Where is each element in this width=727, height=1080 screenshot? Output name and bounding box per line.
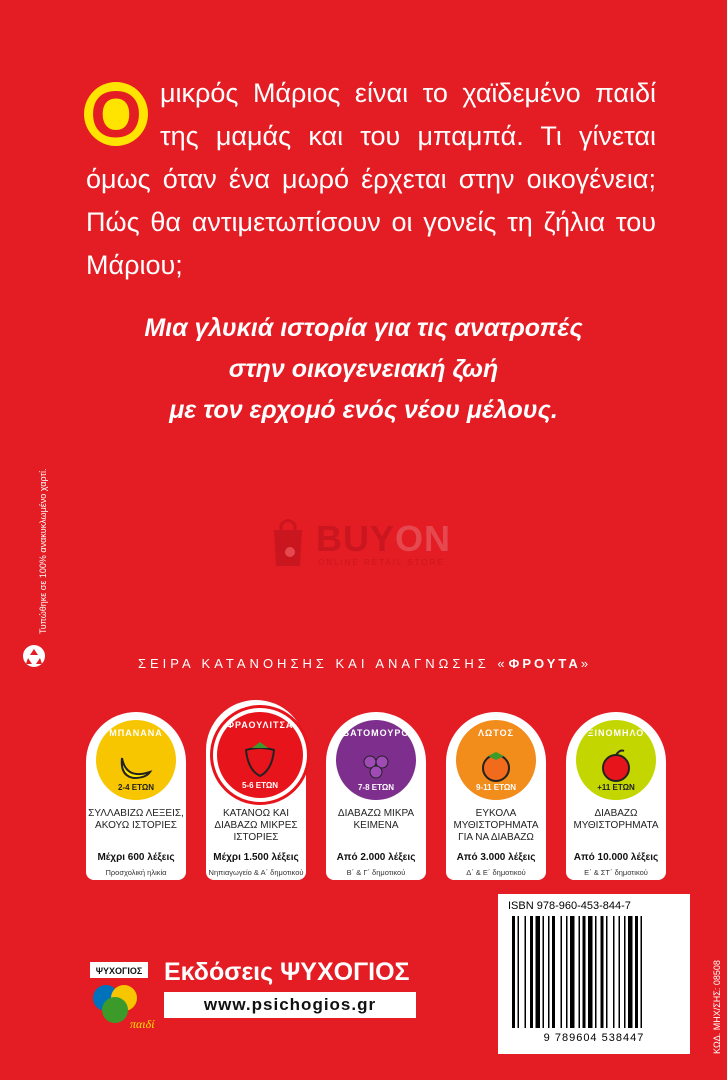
series-title — [40, 656, 690, 671]
level-description: ΕΥΚΟΛΑ ΜΥΘΙΣΤΟΡΗΜΑΤΑ ΓΙΑ ΝΑ ΔΙΑΒΑΖΩ — [453, 808, 539, 843]
barcode-bar — [619, 916, 621, 1028]
level-age: 2-4 ΕΤΩΝ — [117, 783, 155, 792]
intro-paragraph — [86, 72, 656, 287]
level-grade: Νηπιαγωγείο & Α΄ δημοτικού — [208, 868, 304, 877]
level-name: ΜΠΑΝΑΝΑ — [109, 728, 163, 738]
watermark-brand: BUY — [316, 518, 396, 559]
level-description: ΚΑΤΑΝΟΩ ΚΑΙ ΔΙΑΒΑΖΩ ΜΙΚΡΕΣ ΙΣΤΟΡΙΕΣ — [214, 808, 298, 843]
persimmon-icon — [476, 746, 516, 786]
barcode-bar — [552, 916, 555, 1028]
level-word-count: Από 2.000 λέξεις — [336, 852, 416, 863]
tagline — [0, 308, 727, 431]
dropcap-letter: O — [84, 82, 148, 146]
level-badge — [456, 720, 536, 800]
level-card-persimmon — [446, 712, 546, 880]
level-badge — [213, 708, 307, 802]
barcode-bar — [548, 916, 550, 1028]
barcode-bar — [601, 916, 604, 1028]
level-grade: Δ΄ & Ε΄ δημοτικού — [466, 868, 526, 877]
barcode-bar — [613, 916, 615, 1028]
barcode-bar — [512, 916, 515, 1028]
series-name: ΦΡΟΥΤΑ — [508, 656, 581, 671]
barcode-bar — [570, 916, 575, 1028]
barcode-icon — [510, 916, 680, 1030]
level-age: +11 ΕΤΩΝ — [597, 783, 635, 792]
barcode-bar — [525, 916, 527, 1028]
recycled-paper-note — [24, 444, 48, 634]
level-badge — [96, 720, 176, 800]
barcode-bar — [595, 916, 597, 1028]
level-name: ΛΩΤΟΣ — [478, 728, 514, 738]
barcode-bar — [588, 916, 593, 1028]
publisher-logo-sub: παιδί — [130, 1017, 155, 1031]
barcode-bar — [606, 916, 608, 1028]
level-description: ΔΙΑΒΑΖΩ ΜΙΚΡΑ ΚΕΙΜΕΝΑ — [337, 808, 415, 831]
isbn-number: 9 789604 538447 — [543, 1032, 645, 1044]
level-grade: Προσχολική ηλικία — [105, 868, 167, 877]
barcode-bar — [624, 916, 626, 1028]
tagline-line: στην οικογενειακή ζωή — [228, 355, 499, 383]
series-prefix: ΣΕΙΡΑ ΚΑΤΑΝΟΗΣΗΣ ΚΑΙ ΑΝΑΓΝΩΣΗΣ « — [137, 656, 509, 671]
barcode-bar — [543, 916, 545, 1028]
tagline-line: Μια γλυκιά ιστορία για τις ανατροπές — [144, 314, 583, 342]
level-badge — [336, 720, 416, 800]
isbn-label: ISBN 978-960-453-844-7 — [508, 900, 631, 912]
series-suffix: » — [580, 656, 593, 671]
level-word-count: Μέχρι 1.500 λέξεις — [213, 852, 299, 863]
barcode-bar — [518, 916, 520, 1028]
level-word-count: Από 3.000 λέξεις — [456, 852, 536, 863]
barcode-bar — [566, 916, 568, 1028]
level-name: ΒΑΤΟΜΟΥΡΟ — [342, 728, 410, 738]
barcode-bar — [536, 916, 541, 1028]
blackberry-icon — [356, 746, 396, 786]
machine-code-text: ΚΩΔ. ΜΗΧ/ΣΗΣ: 08508 — [712, 960, 722, 1054]
level-description: ΔΙΑΒΑΖΩ ΜΥΘΙΣΤΟΡΗΜΑΤΑ — [573, 808, 659, 831]
level-card-strawberry — [206, 700, 306, 880]
level-card-apple — [566, 712, 666, 880]
level-description: ΣΥΛΛΑΒΙΖΩ ΛΕΞΕΙΣ, ΑΚΟΥΩ ΙΣΤΟΡΙΕΣ — [88, 808, 184, 831]
level-card-banana — [86, 712, 186, 880]
recycled-paper-text: Τυπώθηκε σε 100% ανακυκλωμένο χαρτί. — [38, 468, 48, 634]
barcode-bar — [635, 916, 638, 1028]
level-name: ΦΡΑΟΥΛΙΤΣΑ — [226, 720, 294, 730]
level-badge — [576, 720, 656, 800]
level-card-blackberry — [326, 712, 426, 880]
level-grade: Β΄ & Γ΄ δημοτικού — [346, 868, 406, 877]
watermark-brand-end: ON — [395, 518, 452, 559]
shopping-bag-icon — [266, 514, 310, 568]
barcode-bar — [530, 916, 533, 1028]
banana-icon — [116, 746, 156, 786]
level-word-count: Από 10.000 λέξεις — [573, 852, 659, 863]
barcode-bar — [579, 916, 581, 1028]
level-word-count: Μέχρι 600 λέξεις — [97, 852, 175, 863]
intro-text: μικρός Μάριος είναι το χαϊδεμένο παιδί της μαμάς και του μπαμπά. Τι γίνεται όμως όταν ένα μωρό έρχεται στην οικογένεια; Πώς θα αντιμετωπίσουν οι γονείς τη ζήλια του Μάριου; — [86, 78, 656, 280]
publisher-logo-text: ΨΥΧΟΓΙΟΣ — [95, 966, 143, 976]
watermark-subtitle: ONLINE RETAIL STORE — [318, 558, 445, 567]
isbn-barcode-box — [498, 894, 690, 1054]
publisher-website: www.psichogios.gr — [164, 992, 416, 1018]
machine-code — [700, 894, 722, 1054]
barcode-bar — [628, 916, 633, 1028]
apple-icon — [596, 746, 636, 786]
store-watermark — [262, 512, 472, 572]
level-grade: Ε΄ & ΣΤ΄ δημοτικού — [584, 868, 648, 877]
publisher-name: Εκδόσεις ΨΥΧΟΓΙΟΣ — [164, 958, 410, 986]
level-age: 5-6 ΕΤΩΝ — [241, 781, 279, 790]
publisher-logo — [90, 962, 155, 1032]
tagline-line: με τον ερχομό ενός νέου μέλους. — [169, 396, 558, 424]
barcode-bar — [641, 916, 643, 1028]
barcode-bar — [561, 916, 563, 1028]
barcode-bar — [583, 916, 586, 1028]
level-age: 9-11 ΕΤΩΝ — [475, 783, 517, 792]
level-age: 7-8 ΕΤΩΝ — [357, 783, 395, 792]
strawberry-icon — [240, 738, 280, 778]
level-name: ΞΙΝΟΜΗΛΟ — [587, 728, 645, 738]
